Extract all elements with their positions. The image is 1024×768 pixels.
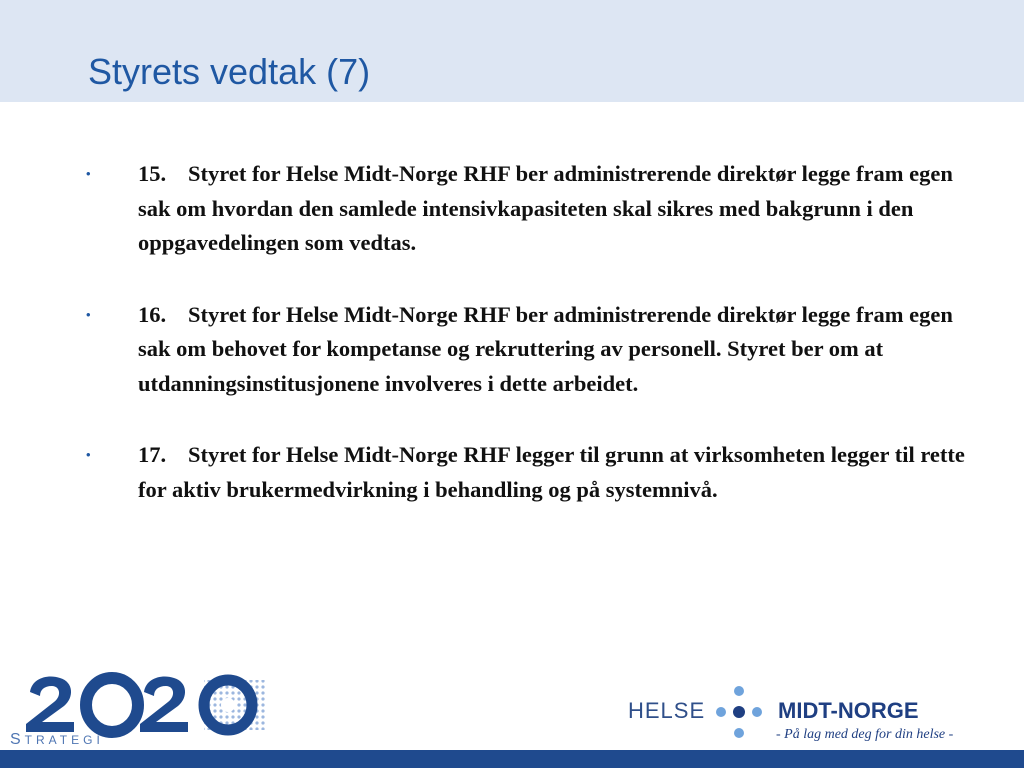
logo-tagline: - På lag med deg for din helse -: [776, 727, 954, 742]
bullet-text: [138, 298, 980, 402]
bullet-list: [86, 157, 986, 544]
item-number: 15.: [138, 161, 167, 186]
list-item: [86, 157, 986, 261]
bullet-marker: •: [86, 447, 91, 462]
item-text: Styret for Helse Midt-Norge RHF ber administrerende direktør legge fram egen sak om behovet for kompetanse og rekruttering av personell. Styret ber om at utdanningsinstitusjonene involveres i dette arbeidet.: [138, 301, 953, 396]
item-number: 16.: [138, 301, 167, 327]
bullet-text: [138, 157, 980, 261]
list-item: [86, 298, 986, 402]
logo-midt-norge-word: MIDT-NORGE: [778, 698, 919, 723]
bullet-text: [138, 438, 980, 507]
strategi-2020-logo: [8, 666, 272, 748]
list-item: [86, 438, 986, 507]
item-text: Styret for Helse Midt-Norge RHF legger til grunn at virksomheten legger til rette for aktiv brukermedvirkning i behandling og på systemnivå.: [138, 442, 965, 502]
strategi-word: STRATEGI: [10, 731, 104, 748]
inner-dot: [221, 698, 235, 712]
logo-helse-word: HELSE: [628, 698, 706, 723]
bullet-marker: •: [86, 166, 91, 181]
slide-title: Styrets vedtak (7): [88, 51, 371, 92]
digit-2-b: [140, 677, 188, 732]
item-text: Styret for Helse Midt-Norge RHF ber administrerende direktør legge fram egen sak om hvordan den samlede intensivkapasiteten skal sikres med bakgrunn i den oppgavedelingen som vedtas.: [138, 161, 953, 255]
strategi-2020-logo-graphic: [8, 666, 272, 748]
cross-dots-icon: [712, 682, 766, 738]
footer-bar: [0, 750, 1024, 768]
bullet-marker: •: [86, 306, 91, 322]
digit-0-a: [86, 678, 138, 732]
digit-2-a: [26, 677, 74, 732]
helse-midt-norge-logo: [620, 678, 1010, 748]
item-number: 17.: [138, 442, 167, 467]
